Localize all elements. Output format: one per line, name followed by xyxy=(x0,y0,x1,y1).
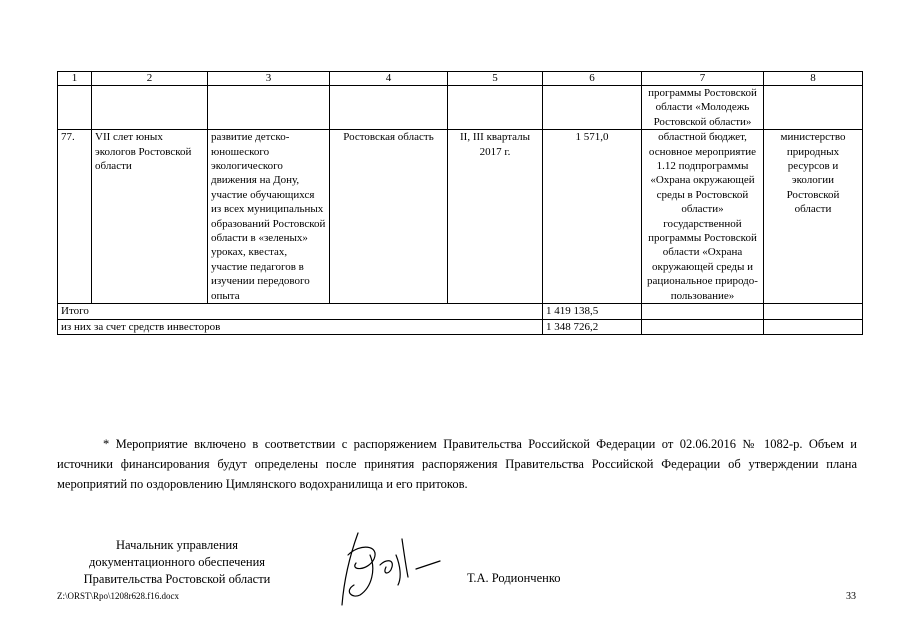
event-name-cell: VII слет юных экологов Ростовской области xyxy=(92,130,208,304)
table-cell xyxy=(764,304,863,319)
signatory-title xyxy=(57,537,297,588)
handwritten-signature xyxy=(330,525,445,610)
table-cell xyxy=(543,86,642,130)
footnote xyxy=(57,434,857,494)
footnote-text: * Мероприятие включено в соответствии с распоряжением Правительства Российской Федерации от 02.06.2016 № 1082-р. Объем и источники финансирования будут определены после принятия распоряжения Правительства Российской Федерации об утверждении плана мероприятий по оздоровлению Цимлянского водохранилища и его притоков. xyxy=(57,437,857,491)
page-number: 33 xyxy=(846,591,856,602)
responsible-cell: министерство природных ресурсов и экологии Ростовской области xyxy=(764,130,863,304)
table-header-row xyxy=(58,72,863,86)
table-cell xyxy=(208,86,330,130)
table-cell xyxy=(642,304,764,319)
total-value: 1 419 138,5 xyxy=(543,304,642,319)
header-cell: 7 xyxy=(642,72,764,86)
event-place-cell: Ростовская область xyxy=(330,130,448,304)
row-number: 77. xyxy=(58,130,92,304)
header-cell: 8 xyxy=(764,72,863,86)
investors-value: 1 348 726,2 xyxy=(543,319,642,334)
header-cell: 4 xyxy=(330,72,448,86)
header-cell: 1 xyxy=(58,72,92,86)
table-cell xyxy=(92,86,208,130)
funding-source-cell: программы Ростовской области «Молодежь Ростовской области» xyxy=(642,86,764,130)
table-cell xyxy=(764,86,863,130)
investors-row xyxy=(58,319,863,334)
table-cell xyxy=(58,86,92,130)
table-row-continuation xyxy=(58,86,863,130)
signatory-title-line: документационного обеспечения xyxy=(88,555,266,569)
header-cell: 5 xyxy=(448,72,543,86)
signatory-title-line: Начальник управления xyxy=(116,538,238,552)
event-period-cell: II, III кварталы 2017 г. xyxy=(448,130,543,304)
event-goal-cell: развитие детско-юношеского экологического движения на Дону, участие обучающихся из всех муниципальных образований Ростовской области в «зеленых» уроках, квестах, участие педагогов в изучении передового опыта xyxy=(208,130,330,304)
table-cell xyxy=(764,319,863,334)
funding-source-cell: областной бюджет, основное мероприятие 1.12 подпрограммы «Охрана окружающей среды в Ростовской области» государственной программы Ростовской области «Охрана окружающей среды и рациональное природо-пользование» xyxy=(642,130,764,304)
header-cell: 2 xyxy=(92,72,208,86)
table-cell xyxy=(448,86,543,130)
document-path: Z:\ORST\Rpo\1208r628.f16.docx xyxy=(57,591,179,601)
header-cell: 6 xyxy=(543,72,642,86)
total-row xyxy=(58,304,863,319)
investors-label: из них за счет средств инвесторов xyxy=(58,319,543,334)
signatory-title-line: Правительства Ростовской области xyxy=(83,572,271,586)
total-label: Итого xyxy=(58,304,543,319)
table-cell xyxy=(642,319,764,334)
event-amount-cell: 1 571,0 xyxy=(543,130,642,304)
table-row-77 xyxy=(58,130,863,304)
signatory-name: Т.А. Родионченко xyxy=(467,571,561,585)
header-cell: 3 xyxy=(208,72,330,86)
events-table xyxy=(57,71,863,335)
table-cell xyxy=(330,86,448,130)
